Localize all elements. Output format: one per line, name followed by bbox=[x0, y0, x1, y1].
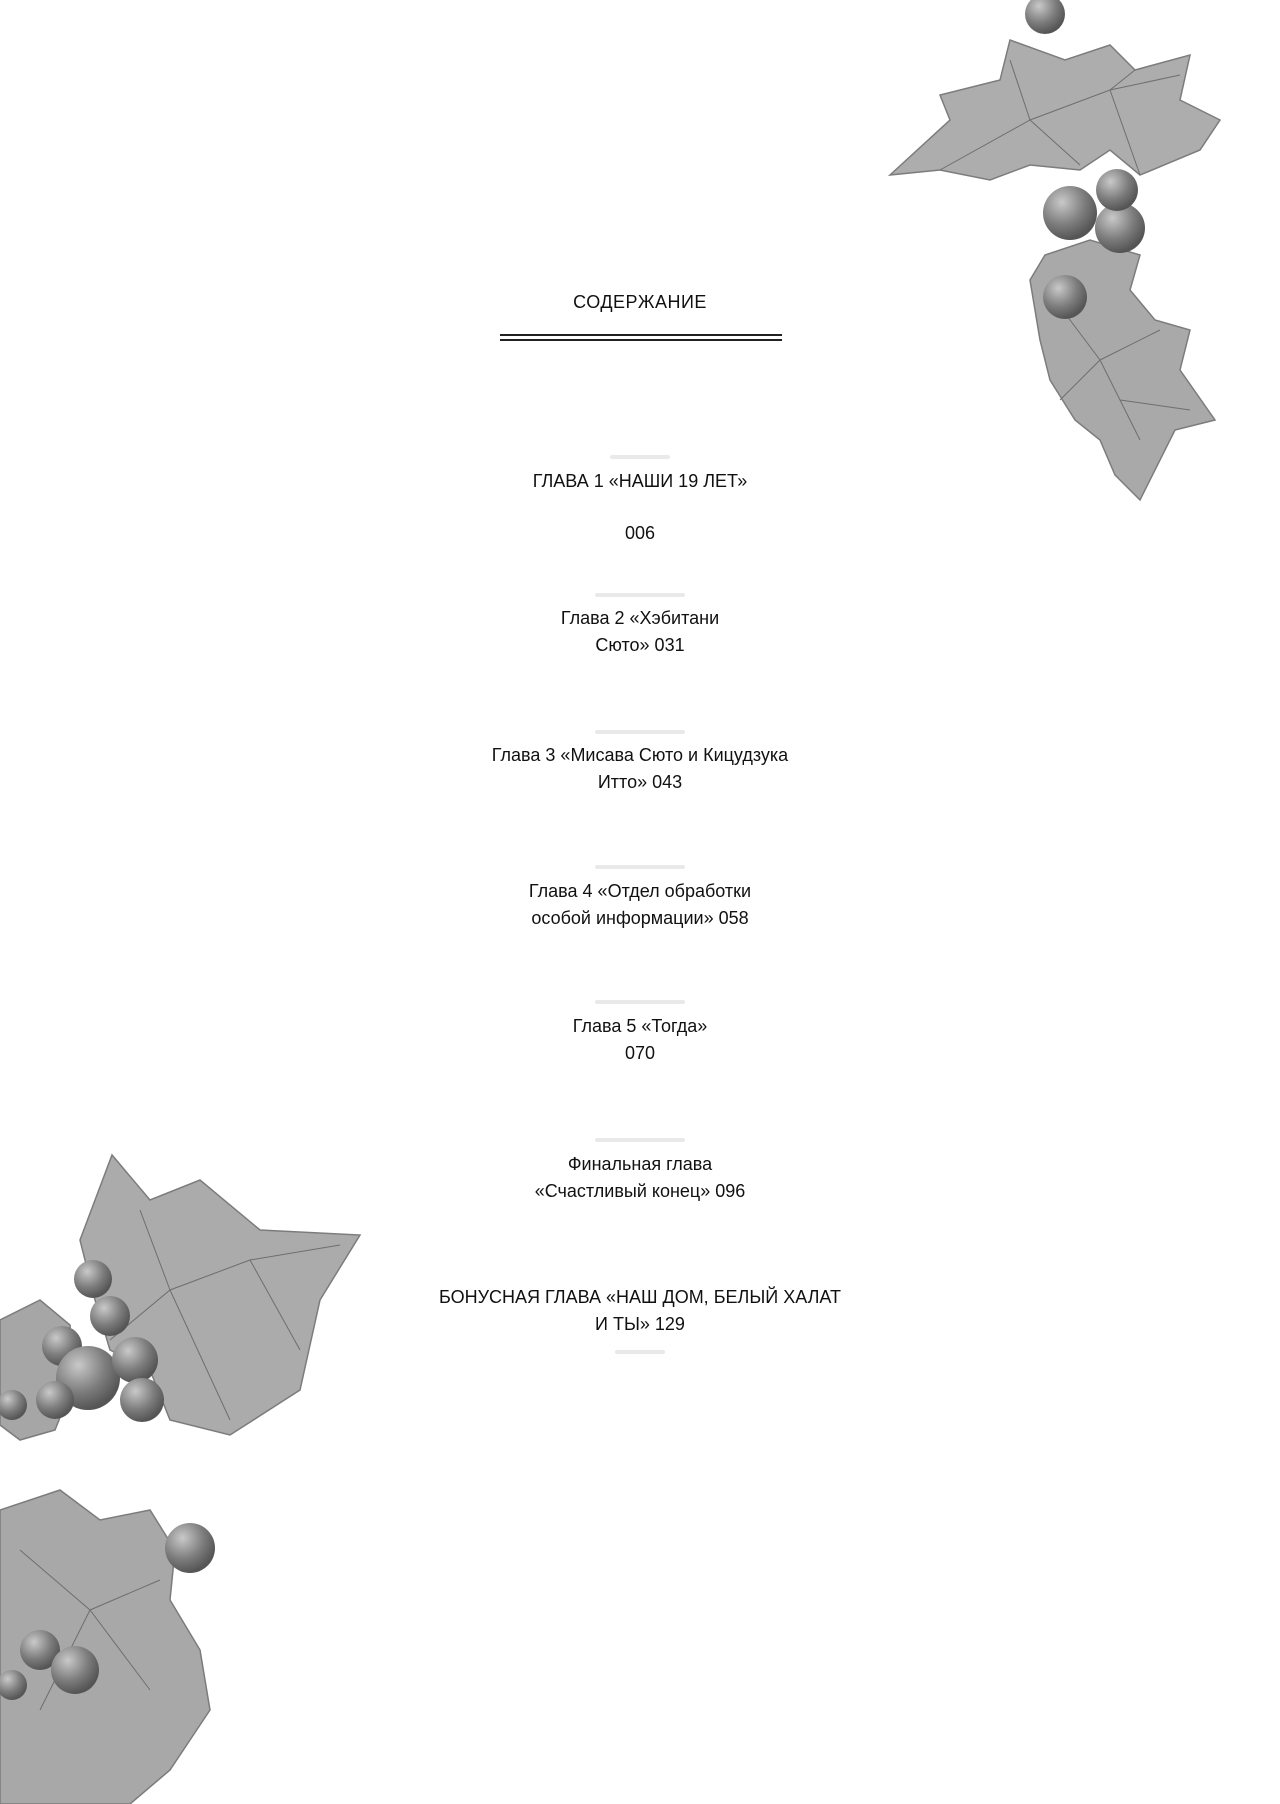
toc-entry-page: Сюто» 031 bbox=[595, 635, 685, 655]
toc-entry-page: 006 bbox=[624, 523, 656, 543]
toc-entry-page: Итто» 043 bbox=[597, 772, 683, 792]
toc-entry-7 bbox=[340, 1284, 940, 1338]
toc-entry-title: Глава 2 «Хэбитани bbox=[560, 608, 720, 628]
ghost-mark bbox=[595, 593, 685, 597]
toc-entry-page: «Счастливый конец» 096 bbox=[534, 1181, 746, 1201]
toc-entry-title: БОНУСНАЯ ГЛАВА «НАШ ДОМ, БЕЛЫЙ ХАЛАТ bbox=[438, 1287, 842, 1307]
ghost-mark bbox=[595, 865, 685, 869]
grape-leaves-illustration-bottom-left bbox=[0, 1150, 380, 1804]
spacer bbox=[340, 495, 940, 520]
ghost-mark bbox=[615, 1350, 665, 1354]
toc-entry-5 bbox=[340, 1013, 940, 1067]
toc-entry-1 bbox=[340, 468, 940, 547]
toc-entry-title: ГЛАВА 1 «НАШИ 19 ЛЕТ» bbox=[532, 471, 748, 491]
toc-entry-page: И ТЫ» 129 bbox=[595, 1314, 685, 1334]
toc-entry-title: Глава 4 «Отдел обработки bbox=[528, 881, 752, 901]
ghost-mark bbox=[595, 1000, 685, 1004]
ghost-mark bbox=[610, 455, 670, 459]
toc-double-rule bbox=[500, 334, 782, 341]
ghost-mark bbox=[595, 730, 685, 734]
ghost-mark bbox=[595, 1138, 685, 1142]
toc-entry-title: Глава 5 «Тогда» bbox=[572, 1016, 708, 1036]
toc-header bbox=[0, 292, 1280, 313]
toc-entry-title: Глава 3 «Мисава Сюто и Кицудзука bbox=[491, 745, 789, 765]
toc-entry-page: особой информации» 058 bbox=[531, 908, 749, 928]
toc-entry-page: 070 bbox=[624, 1043, 656, 1063]
toc-entry-2 bbox=[340, 605, 940, 659]
toc-entry-title: Финальная глава bbox=[567, 1154, 713, 1174]
toc-title: СОДЕРЖАНИЕ bbox=[573, 292, 707, 312]
grape-leaves-illustration-top-right bbox=[880, 0, 1280, 520]
toc-entry-6 bbox=[340, 1151, 940, 1205]
toc-entry-4 bbox=[340, 878, 940, 932]
toc-entry-3 bbox=[340, 742, 940, 796]
